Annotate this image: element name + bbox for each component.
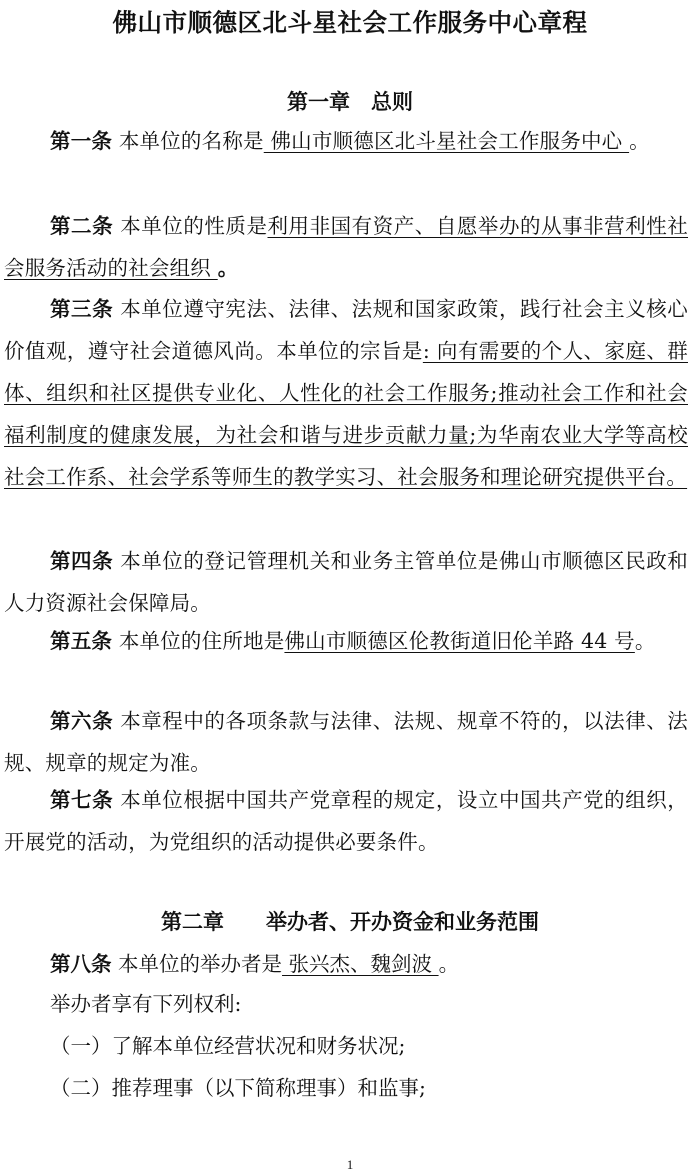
article-6-label: 第六条 <box>50 709 114 733</box>
unit-address: 佛山市顺德区伦教街道旧伦羊路 44 号 <box>284 629 635 653</box>
unit-purpose: : 向有需要的个人、家庭、群体、组织和社区提供专业化、人性化的社会工作服务;推动社会工作和社会福利制度的健康发展，为社会和谐与进步贡献力量;为华南农业大学等高校社会工作系、社会学系等师生的教学实习、社会服务和理论研究提供平台。 <box>4 339 688 489</box>
article-4 <box>4 540 688 624</box>
page-number: 1 <box>346 1157 354 1172</box>
article-4-text: 本单位的登记管理机关和业务主管单位是佛山市顺德区民政和人力资源社会保障局。 <box>4 549 688 615</box>
article-5-label: 第五条 <box>50 629 113 653</box>
document-title: 佛山市顺德区北斗星社会工作服务中心章程 <box>112 8 588 37</box>
article-3 <box>4 288 688 498</box>
article-6 <box>4 700 688 784</box>
article-2: 第二条 本单位的性质是利用非国有资产、自愿举办的从事非营利性社会服务活动的社会组织 。 <box>4 214 689 280</box>
article-2-label: 第二条 <box>50 214 114 238</box>
founders: 张兴杰、魏剑波 <box>282 952 439 976</box>
article-8: 第八条 本单位的举办者是 张兴杰、魏剑波 。 <box>50 952 460 976</box>
article-4-label: 第四条 <box>50 549 114 573</box>
article-3-label: 第三条 <box>50 297 114 321</box>
rights-item: （一）了解本单位经营状况和财务状况; <box>50 1034 406 1058</box>
article-5-text: 本单位的住所地是 <box>118 629 285 653</box>
article-7-text: 本单位根据中国共产党章程的规定，设立中国共产党的组织，开展党的活动，为党组织的活动提供必要条件。 <box>4 788 688 854</box>
rights-intro: 举办者享有下列权利: <box>50 992 242 1016</box>
article-1-label: 第一条 <box>50 129 113 153</box>
article-5: 第五条 本单位的住所地是佛山市顺德区伦教街道旧伦羊路 44 号。 <box>50 629 656 653</box>
article-1-text: 本单位的名称是 <box>118 129 264 153</box>
article-7 <box>4 779 688 863</box>
chapter-2-heading: 第二章 举办者、开办资金和业务范围 <box>161 910 539 934</box>
article-3-text: 本单位遵守宪法、法律、法规和国家政策，践行社会主义核心价值观，遵守社会道德风尚。本单位的宗旨是 <box>4 297 688 363</box>
article-8-text: 本单位的举办者是 <box>118 952 283 976</box>
article-7-label: 第七条 <box>50 788 114 812</box>
article-8-label: 第八条 <box>50 952 112 976</box>
unit-name: 佛山市顺德区北斗星社会工作服务中心 <box>263 129 630 153</box>
article-2-text: 本单位的性质是 <box>120 214 268 238</box>
article-6-text: 本章程中的各项条款与法律、法规、规章不符的，以法律、法规、规章的规定为准。 <box>4 709 688 775</box>
chapter-1-heading: 第一章 总则 <box>287 90 413 114</box>
article-1: 第一条 本单位的名称是 佛山市顺德区北斗星社会工作服务中心 。 <box>50 129 650 153</box>
rights-item: （二）推荐理事（以下简称理事）和监事; <box>50 1076 426 1100</box>
unit-nature: 利用非国有资产、自愿举办的从事非营利性社会服务活动的社会组织 <box>4 214 689 280</box>
